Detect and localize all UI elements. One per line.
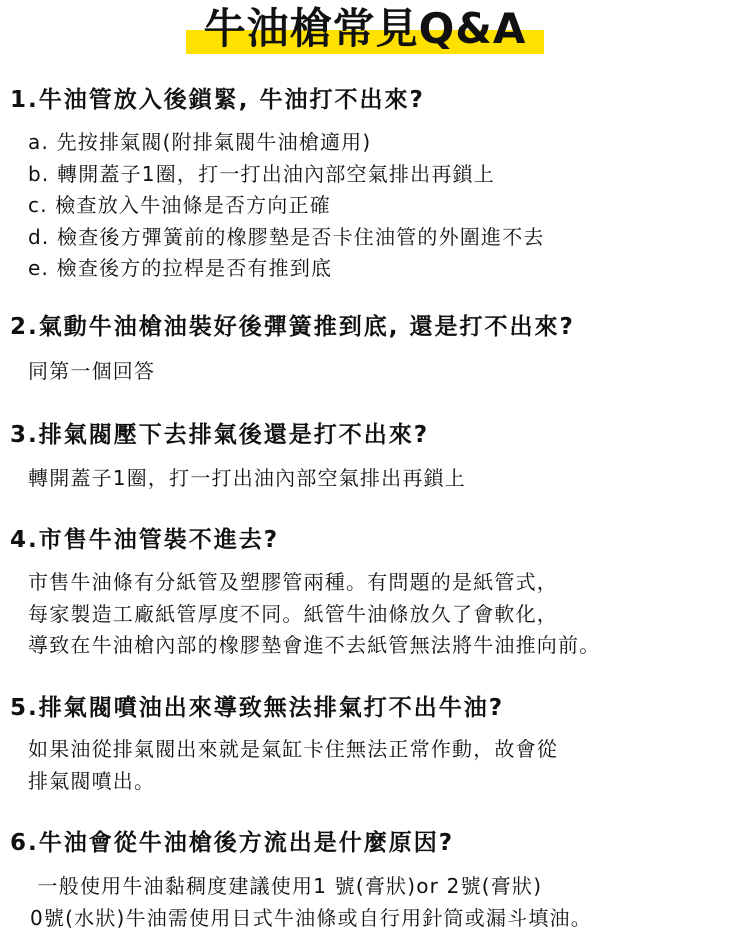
faq-answer <box>28 356 155 388</box>
answer-line: 轉開蓋子1圈，打一打出油內部空氣排出再鎖上 <box>28 466 466 490</box>
faq-answer <box>30 871 592 934</box>
faq-answer <box>28 463 466 495</box>
answer-line: 導致在牛油槍內部的橡膠墊會進不去紙管無法將牛油推向前。 <box>28 633 601 657</box>
answer-line: d. 檢查後方彈簧前的橡膠墊是否卡住油管的外圍進不去 <box>28 224 545 249</box>
answer-line: b. 轉開蓋子1圈，打一打出油內部空氣排出再鎖上 <box>28 161 495 186</box>
faq-question: 6.牛油會從牛油槍後方流出是什麼原因? <box>10 830 455 856</box>
title-banner <box>0 0 730 62</box>
answer-line: 同第一個回答 <box>28 359 156 383</box>
faq-question: 4.市售牛油管裝不進去? <box>10 527 280 553</box>
answer-line: e. 檢查後方的拉桿是否有推到底 <box>28 256 333 280</box>
faq-question: 1.牛油管放入後鎖緊, 牛油打不出來? <box>10 87 425 113</box>
faq-answer <box>28 734 558 797</box>
page-title: 牛油槍常見Q&A <box>203 4 527 53</box>
answer-line: 市售牛油條有分紙管及塑膠管兩種。有問題的是紙管式， <box>28 570 558 594</box>
faq-question: 2.氣動牛油槍油裝好後彈簧推到底, 還是打不出來? <box>10 314 575 340</box>
faq-answer <box>28 567 600 662</box>
answer-line: a. 先按排氣閥(附排氣閥牛油槍適用) <box>28 130 372 154</box>
answer-line: c. 檢查放入牛油條是否方向正確 <box>28 193 331 217</box>
answer-line: 0號(水狀)牛油需使用日式牛油條或自行用針筒或漏斗填油。 <box>30 905 592 930</box>
faq-question: 5.排氣閥噴油出來導致無法排氣打不出牛油? <box>10 695 505 721</box>
answer-line: 一般使用牛油黏稠度建議使用1 號(膏狀)or 2號(膏狀) <box>30 874 543 898</box>
answer-line: 每家製造工廠紙管厚度不同。紙管牛油條放久了會軟化， <box>28 601 558 626</box>
faq-question: 3.排氣閥壓下去排氣後還是打不出來? <box>10 422 430 448</box>
faq-answer <box>28 127 545 285</box>
answer-line: 排氣閥噴出。 <box>28 768 156 793</box>
answer-line: 如果油從排氣閥出來就是氣缸卡住無法正常作動，故會從 <box>28 737 558 761</box>
